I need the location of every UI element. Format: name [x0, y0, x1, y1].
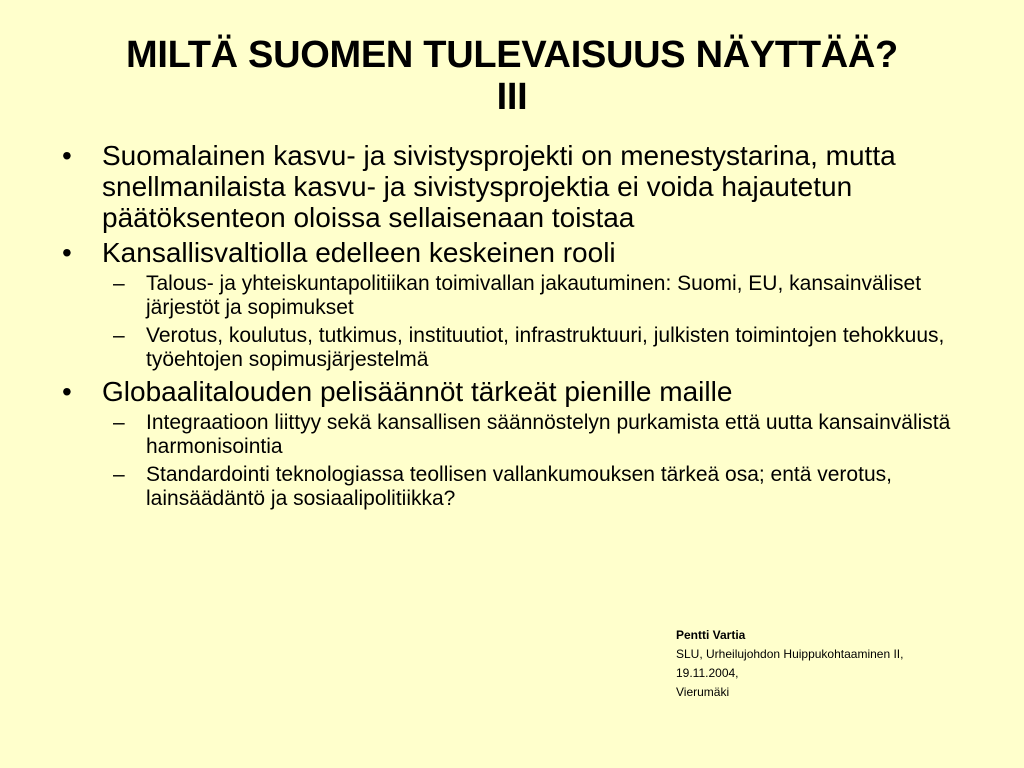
bullet-item	[62, 376, 982, 407]
footer-location: Vierumäki	[676, 685, 730, 699]
sub-bullet-text: Verotus, koulutus, tutkimus, instituutiot, infrastruktuuri, julkisten toimintojen tehokkuus, työehtojen sopimusjärjestelmä	[146, 324, 945, 371]
sub-bullet-marker: –	[113, 272, 125, 295]
bullet-text: Globaalitalouden pelisäännöt tärkeät pienille maille	[102, 376, 733, 407]
sub-bullet-item	[101, 324, 982, 372]
footer-author: Pentti Vartia	[676, 628, 746, 642]
bullet-item	[62, 140, 982, 233]
sub-bullet-item	[101, 272, 982, 320]
footer-date: 19.11.2004,	[676, 666, 739, 680]
bullet-text: Suomalainen kasvu- ja sivistysprojekti on menestystarina, mutta snellmanilaista kasvu- ja sivistysprojektia ei voida hajautetun päätöksenteon oloissa sellaisenaan toistaa	[102, 140, 896, 233]
bullet-group	[62, 237, 982, 372]
slide-footer	[676, 626, 976, 702]
slide-content	[62, 140, 982, 515]
sub-bullet-marker: –	[113, 463, 125, 486]
bullet-marker: •	[62, 237, 72, 268]
bullet-marker: •	[62, 140, 72, 171]
bullet-text: Kansallisvaltiolla edelleen keskeinen rooli	[102, 237, 616, 268]
slide-title-line: III	[496, 76, 528, 118]
sub-bullet-marker: –	[113, 411, 125, 434]
slide-title	[20, 34, 1004, 118]
bullet-marker: •	[62, 376, 72, 407]
sub-bullet-text: Talous- ja yhteiskuntapolitiikan toimivallan jakautuminen: Suomi, EU, kansainväliset järjestöt ja sopimukset	[146, 272, 922, 319]
footer-event: SLU, Urheilujohdon Huippukohtaaminen II,	[676, 647, 904, 661]
bullet-item	[62, 237, 982, 268]
sub-bullet-item	[101, 463, 982, 511]
sub-bullet-text: Integraatioon liittyy sekä kansallisen säännöstelyn purkamista että uutta kansainvälistä harmonisointia	[146, 411, 951, 458]
sub-bullet-text: Standardointi teknologiassa teollisen vallankumouksen tärkeä osa; entä verotus, lainsäädäntö ja sosiaalipolitiikka?	[146, 463, 892, 510]
bullet-group	[62, 376, 982, 511]
slide-title-line: MILTÄ SUOMEN TULEVAISUUS NÄYTTÄÄ?	[126, 34, 898, 76]
sub-bullet-marker: –	[113, 324, 125, 347]
bullet-group	[62, 140, 982, 233]
sub-bullet-item	[101, 411, 982, 459]
